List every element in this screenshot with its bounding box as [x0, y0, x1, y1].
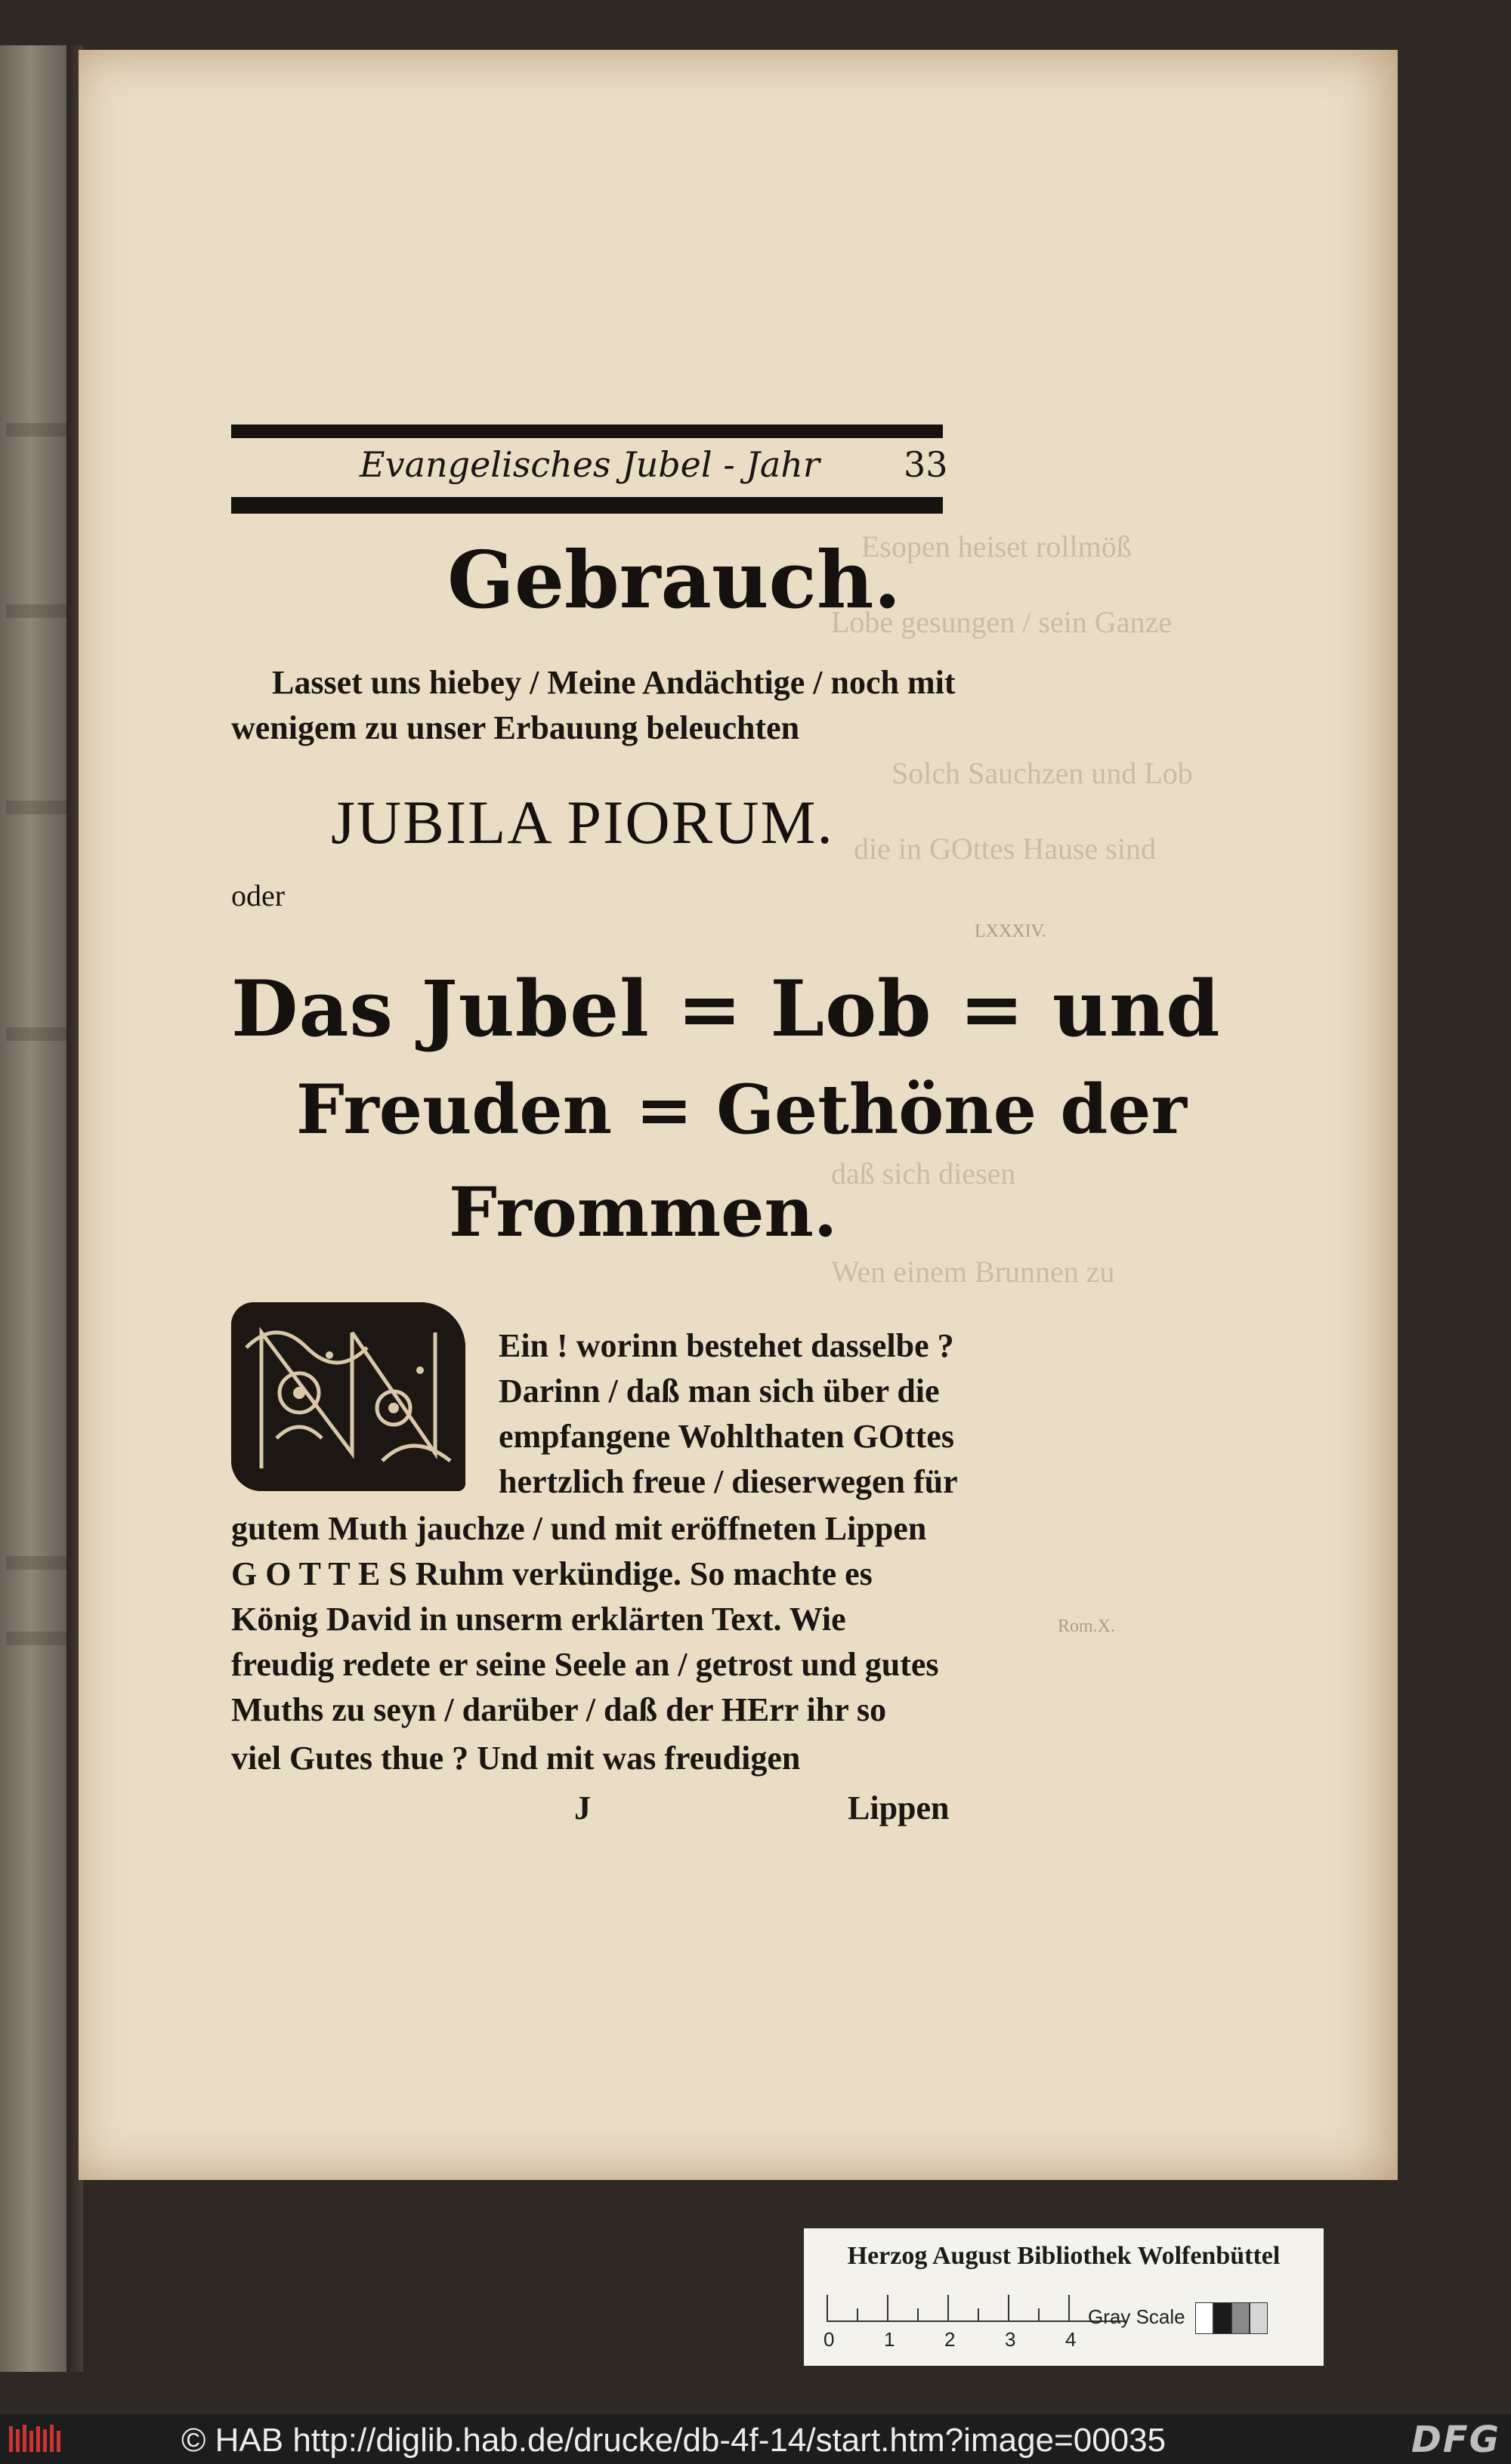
intro-line-1: Lasset uns hiebey / Meine Andächtige / noch mit	[272, 664, 956, 701]
signature-mark: J	[574, 1789, 591, 1826]
library-color-card	[804, 2228, 1324, 2366]
body-line-4: freudig redete er seine Seele an / getrost und gutes	[231, 1646, 939, 1683]
measurement-ruler	[827, 2295, 1127, 2322]
dropcap-line-1: Ein ! worinn bestehet dasselbe ?	[499, 1327, 954, 1364]
ruler-label-3: 3	[1005, 2328, 1016, 2351]
body-line-3: König David in unserm erklärten Text. Wie	[231, 1601, 846, 1638]
ruler-label-2: 2	[944, 2328, 956, 2351]
german-title-line-1: Das Jubel = Lob = und	[231, 964, 1221, 1054]
catchword: Lippen	[848, 1789, 950, 1826]
left-page-edge	[0, 45, 76, 2372]
top-rule	[231, 425, 943, 438]
scan-background: Esopen heiset rollmöß Lobe gesungen / sein Ganze Solch Sauchzen und Lob die in GOttes Hause sind daß sich diesen Wen einem Brunnen zu LXXXIV. Rom.X. Evangelisches Jubel - Jahr 33 Gebrauch. Lasset uns hiebey / Meine Andächtige / noch mit wenigem zu unser Erbauung beleuchten JUBILA PIORUM. oder Das Jubel = Lob = und Freuden = Gethöne der Frommen. Ein ! worinn bestehet dasselbe ? Darinn / daß man sich über die empfangene Wohlthaten GOttes hertzlich freue / dieserwegen für gutem Muth jauchze / und mit eröffneten Lippen G O T T E S Ruhm verkündige. So machte es König David in unserm erklärten Text. Wie freudig redete er seine Seele an / getrost und gutes Muths zu seyn / darüber / daß der HErr ihr so viel Gutes thue ? Und mit was freudigen J Lippen Herzog August Bibliothek Wolfenbüttel 0 1 2 3 4 Gray Scale	[0, 0, 1511, 2414]
body-line-6: viel Gutes thue ? Und mit was freudigen	[231, 1740, 801, 1777]
gray-patch-white	[1195, 2302, 1213, 2334]
gray-scale-label: Gray Scale	[1088, 2305, 1185, 2328]
dropcap-line-3: empfangene Wohlthaten GOttes	[499, 1418, 954, 1455]
gray-patch-light	[1250, 2302, 1268, 2334]
oder-label: oder	[231, 878, 286, 912]
german-title-line-2: Freuden = Gethöne der	[296, 1070, 1187, 1150]
dropcap-line-4: hertzlich freue / dieserwegen für	[499, 1463, 958, 1500]
intro-line-2: wenigem zu unser Erbauung beleuchten	[231, 709, 800, 746]
german-title-line-3: Frommen.	[449, 1172, 838, 1252]
body-line-2: G O T T E S Ruhm verkündige. So machte es	[231, 1555, 873, 1592]
dropcap-line-2: Darinn / daß man sich über die	[499, 1372, 940, 1410]
page-number: 33	[904, 444, 948, 485]
library-name: Herzog August Bibliothek Wolfenbüttel	[847, 2242, 1281, 2270]
ruler-label-0: 0	[823, 2328, 835, 2351]
footer-source-link[interactable]: © HAB http://diglib.hab.de/drucke/db-4f-14/start.htm?image=00035	[181, 2422, 1166, 2459]
hab-logo-icon	[6, 2422, 63, 2456]
ruler-label-4: 4	[1065, 2328, 1077, 2351]
latin-title: JUBILA PIORUM.	[331, 788, 834, 857]
dfg-logo: DFG	[1411, 2419, 1500, 2461]
footer-bar	[0, 2414, 1511, 2464]
bottom-rule	[231, 497, 943, 514]
gray-patch-mid	[1231, 2302, 1250, 2334]
gray-patch-black	[1213, 2302, 1231, 2334]
running-head: Evangelisches Jubel - Jahr	[360, 444, 820, 485]
body-line-5: Muths zu seyn / darüber / daß der HErr ihr so	[231, 1691, 887, 1728]
decorative-initial-n	[231, 1302, 465, 1491]
body-line-1: gutem Muth jauchze / und mit eröffneten Lippen	[231, 1510, 927, 1547]
section-heading: Gebrauch.	[447, 533, 901, 626]
ruler-label-1: 1	[884, 2328, 895, 2351]
